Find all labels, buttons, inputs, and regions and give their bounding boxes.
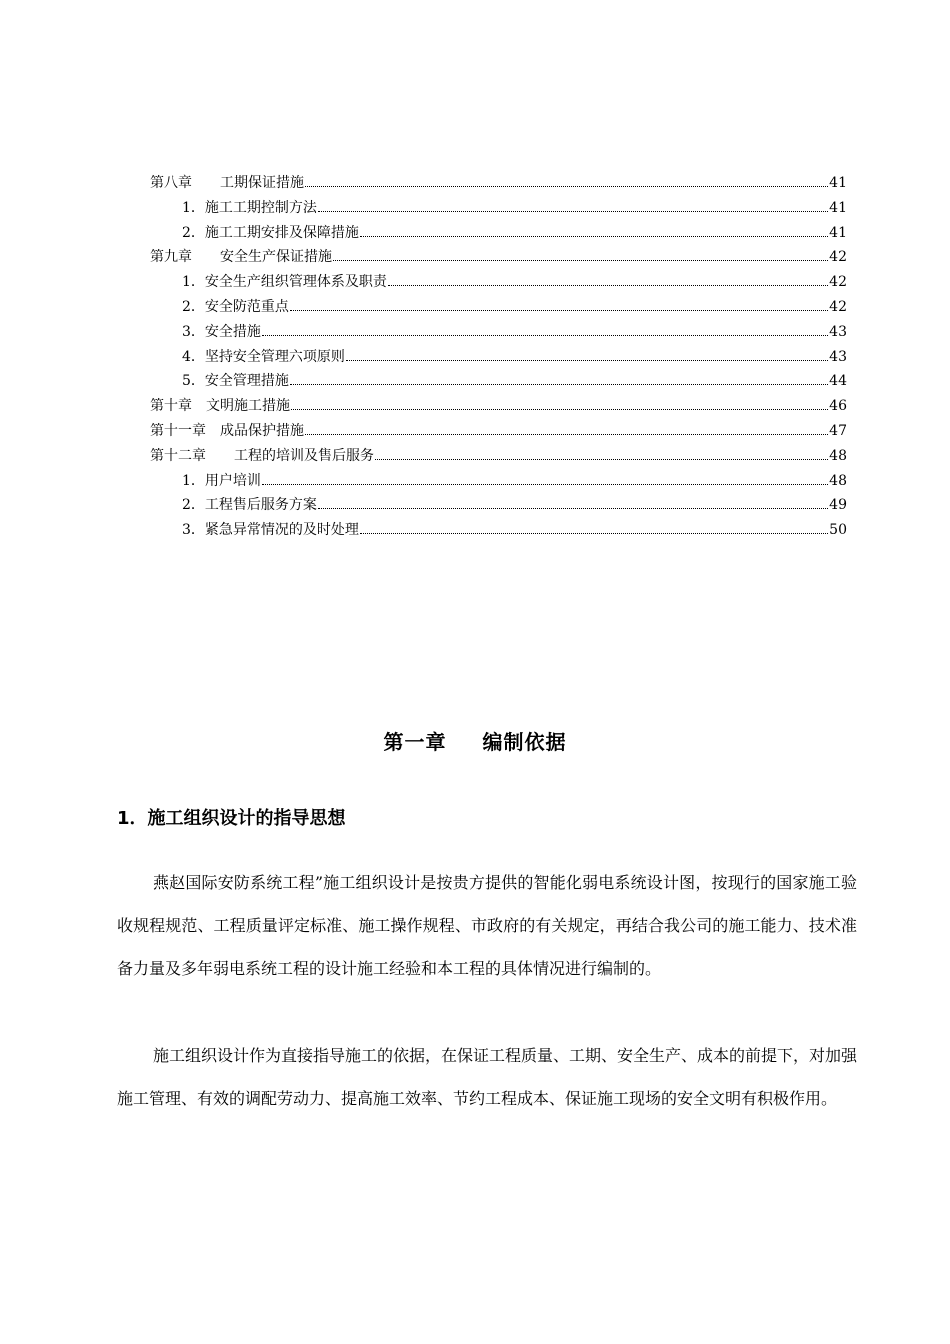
chapter-title xyxy=(0,726,950,755)
toc-entry[interactable] xyxy=(150,518,847,543)
toc-leader xyxy=(388,285,828,286)
toc-entry-text: 第九章 安全生产保证措施 xyxy=(150,249,332,266)
toc-page-number: 49 xyxy=(829,497,847,514)
toc-page-number: 42 xyxy=(829,298,847,315)
body-paragraph: 燕赵国际安防系统工程”施工组织设计是按贵方提供的智能化弱电系统设计图，按现行的国家施工验收规程规范、工程质量评定标准、施工操作规程、市政府的有关规定，再结合我公司的施工能力、技术准备力量及多年弱电系统工程的设计施工经验和本工程的具体情况进行编制的。 xyxy=(117,873,857,978)
toc-entry-text: 1．施工工期控制方法 xyxy=(182,199,317,216)
toc-entry-text: 5．安全管理措施 xyxy=(182,373,289,390)
toc-leader xyxy=(305,186,828,187)
toc-entry-text: 第十一章 成品保护措施 xyxy=(150,422,304,439)
toc-page-number: 41 xyxy=(829,175,847,191)
toc-entry[interactable] xyxy=(150,320,847,345)
toc-entry[interactable] xyxy=(150,295,847,320)
toc-entry-text: 2．工程售后服务方案 xyxy=(182,497,317,514)
toc-leader xyxy=(290,384,828,385)
toc-page-number: 42 xyxy=(829,249,847,266)
toc-entry-text: 2．安全防范重点 xyxy=(182,298,289,315)
toc-entry[interactable] xyxy=(150,369,847,394)
toc-leader xyxy=(305,434,828,435)
toc-entry[interactable] xyxy=(150,394,847,419)
body-paragraph: 施工组织设计作为直接指导施工的依据，在保证工程质量、工期、安全生产、成本的前提下，对加强施工管理、有效的调配劳动力、提高施工效率、节约工程成本、保证施工现场的安全文明有积极作用。 xyxy=(117,1046,858,1108)
toc-page-number: 47 xyxy=(829,422,847,439)
toc-page-number: 43 xyxy=(829,348,847,365)
toc-page-number: 44 xyxy=(829,373,847,390)
toc-page-number: 43 xyxy=(829,323,847,340)
toc-entry[interactable] xyxy=(150,221,847,246)
toc-leader xyxy=(291,409,828,410)
chapter-number: 第一章 xyxy=(383,730,447,754)
toc-leader xyxy=(318,508,828,509)
toc-page-number: 41 xyxy=(829,224,847,241)
toc-entry-text: 1．用户培训 xyxy=(182,472,261,489)
toc-entry[interactable] xyxy=(150,419,847,444)
toc-entry[interactable] xyxy=(150,493,847,518)
toc-entry-text: 1．安全生产组织管理体系及职责 xyxy=(182,274,387,291)
toc-entry-text: 3．安全措施 xyxy=(182,323,261,340)
toc-entry[interactable] xyxy=(150,171,847,196)
toc-page-number: 46 xyxy=(829,398,847,415)
toc-entry[interactable] xyxy=(150,270,847,295)
toc-leader xyxy=(318,211,828,212)
table-of-contents xyxy=(150,171,847,543)
chapter-name: 编制依据 xyxy=(482,730,567,754)
toc-entry-text: 3．紧急异常情况的及时处理 xyxy=(182,522,359,539)
toc-leader xyxy=(360,533,828,534)
toc-entry[interactable] xyxy=(150,469,847,494)
toc-leader xyxy=(262,484,828,485)
toc-entry-text: 第八章 工期保证措施 xyxy=(150,175,304,191)
toc-entry[interactable] xyxy=(150,444,847,469)
toc-entry[interactable] xyxy=(150,245,847,270)
toc-entry[interactable] xyxy=(150,196,847,221)
section-title: 1．施工组织设计的指导思想 xyxy=(117,808,346,829)
toc-leader xyxy=(262,335,828,336)
toc-leader xyxy=(290,310,828,311)
toc-entry-text: 第十二章 工程的培训及售后服务 xyxy=(150,447,374,464)
toc-page-number: 42 xyxy=(829,274,847,291)
toc-leader xyxy=(375,459,828,460)
toc-leader xyxy=(360,236,828,237)
toc-page-number: 41 xyxy=(829,199,847,216)
toc-entry[interactable] xyxy=(150,345,847,370)
toc-page-number: 48 xyxy=(829,447,847,464)
toc-entry-text: 第十章 文明施工措施 xyxy=(150,398,290,415)
toc-entry-text: 4．坚持安全管理六项原则 xyxy=(182,348,345,365)
toc-entry-text: 2．施工工期安排及保障措施 xyxy=(182,224,359,241)
toc-leader xyxy=(333,260,828,261)
toc-leader xyxy=(346,360,828,361)
toc-page-number: 48 xyxy=(829,472,847,489)
toc-page-number: 50 xyxy=(829,522,847,539)
